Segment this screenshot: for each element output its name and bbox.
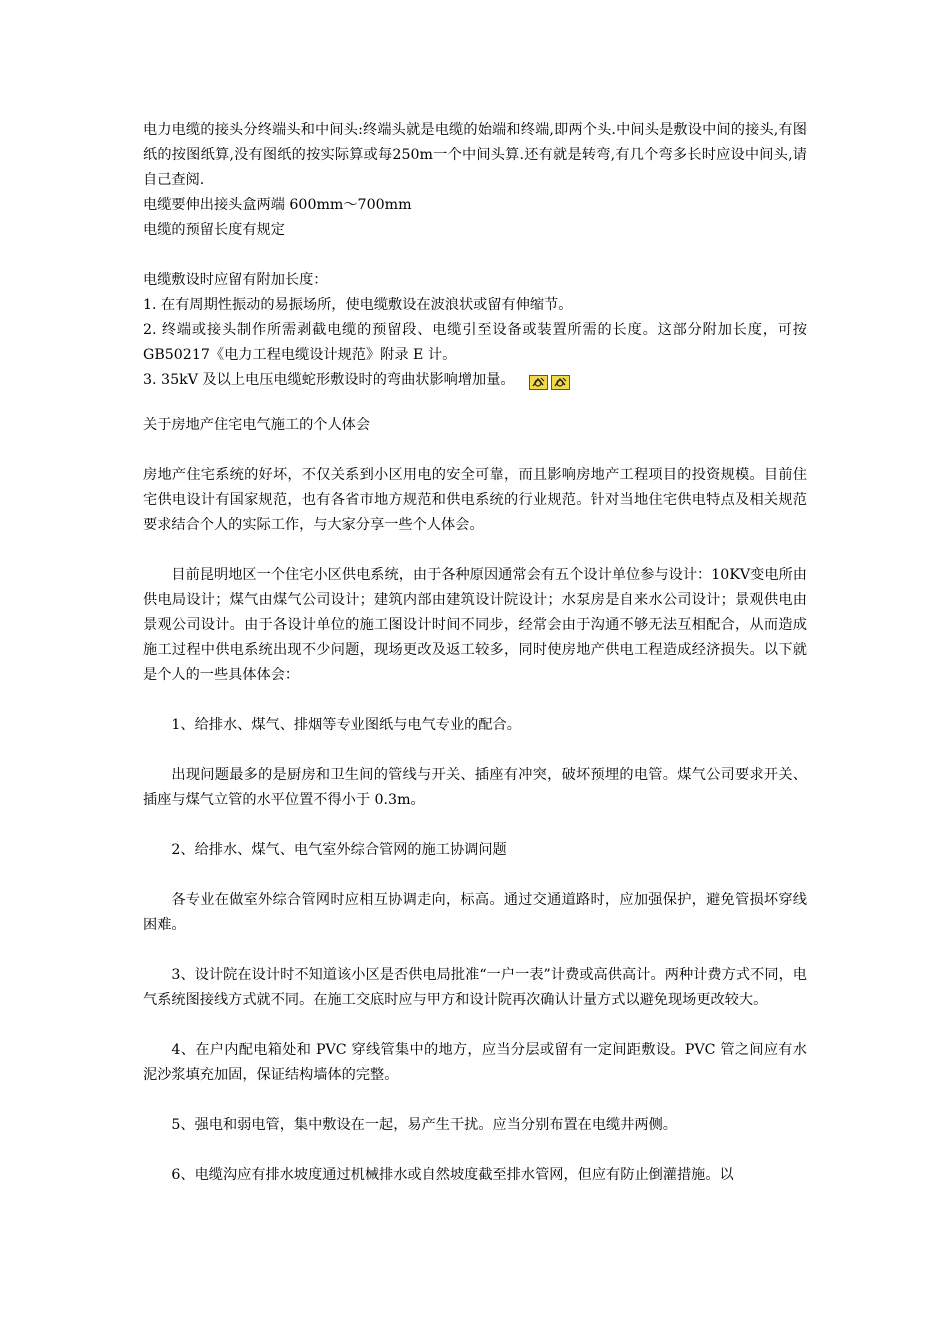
- article-point-1-title: 1、给排水、煤气、排烟等专业图纸与电气专业的配合。: [171, 717, 521, 733]
- article-point-4: 4、在户内配电箱处和 PVC 穿线管集中的地方，应当分层或留有一定间距敷设。PVC 管之间应有水泥沙浆填充加固，保证结构墙体的完整。: [143, 1042, 807, 1083]
- article-title: 关于房地产住宅电气施工的个人体会: [143, 417, 371, 433]
- intro-paragraph: 电力电缆的接头分终端头和中间头:终端头就是电缆的始端和终端,即两个头.中间头是敷设中间的接头,有图纸的按图纸算,没有图纸的按实际算或每250m一个中间头算.还有就是转弯,有几个弯多长时应设中间头,请自己查阅.: [143, 122, 807, 188]
- emoticon-icon: [551, 375, 570, 390]
- extra-length-item-3-text: 3. 35kV 及以上电压电缆蛇形敷设时的弯曲状影响增加量。: [143, 372, 515, 388]
- emoticon-group: [529, 370, 573, 395]
- article-point-3: 3、设计院在设计时不知道该小区是否供电局批准“一户一表”计费或高供高计。两种计费方式不同，电气系统图接线方式就不同。在施工交底时应与甲方和设计院再次确认计量方式以避免现场更改较大。: [143, 967, 807, 1008]
- article-paragraph-background: 目前昆明地区一个住宅小区供电系统，由于各种原因通常会有五个设计单位参与设计：10KV变电所由供电局设计；煤气由煤气公司设计；建筑内部由建筑设计院设计；水泵房是自来水公司设计；景观供电由景观公司设计。由于各设计单位的施工图设计时间不同步，经常会由于沟通不够无法互相配合，从而造成施工过程中供电系统出现不少问题，现场更改及返工较多，同时使房地产供电工程造成经济损失。以下就是个人的一些具体体会：: [143, 567, 807, 683]
- document-body: [143, 118, 807, 1188]
- reserve-length-line: 电缆的预留长度有规定: [143, 222, 285, 238]
- extra-length-item-2: 2. 终端或接头制作所需剥截电缆的预留段、电缆引至设备或装置所需的长度。这部分附加长度，可按 GB50217《电力工程电缆设计规范》附录 E 计。: [143, 322, 807, 363]
- article-point-2-title: 2、给排水、煤气、电气室外综合管网的施工协调问题: [171, 842, 507, 858]
- article-point-2-body: 各专业在做室外综合管网时应相互协调走向，标高。通过交通道路时，应加强保护，避免管损坏穿线困难。: [143, 892, 807, 933]
- extra-length-item-3: [143, 368, 807, 395]
- extend-length-line: 电缆要伸出接头盒两端 600mm～700mm: [143, 197, 412, 213]
- article-point-6: 6、电缆沟应有排水坡度通过机械排水或自然坡度截至排水管网，但应有防止倒灌措施。以: [171, 1167, 734, 1183]
- emoticon-icon: [529, 375, 548, 390]
- article-point-1-body: 出现问题最多的是厨房和卫生间的管线与开关、插座有冲突，破坏预埋的电管。煤气公司要求开关、插座与煤气立管的水平位置不得小于 0.3m。: [143, 767, 807, 808]
- extra-length-item-1: 1. 在有周期性振动的易振场所，使电缆敷设在波浪状或留有伸缩节。: [143, 297, 573, 313]
- extra-length-heading: 电缆敷设时应留有附加长度：: [143, 272, 328, 288]
- article-point-5: 5、强电和弱电管，集中敷设在一起，易产生干扰。应当分别布置在电缆井两侧。: [171, 1117, 677, 1133]
- article-paragraph-intro: 房地产住宅系统的好坏，不仅关系到小区用电的安全可靠，而且影响房地产工程项目的投资规模。目前住宅供电设计有国家规范，也有各省市地方规范和供电系统的行业规范。针对当地住宅供电特点及相关规范要求结合个人的实际工作，与大家分享一些个人体会。: [143, 467, 807, 533]
